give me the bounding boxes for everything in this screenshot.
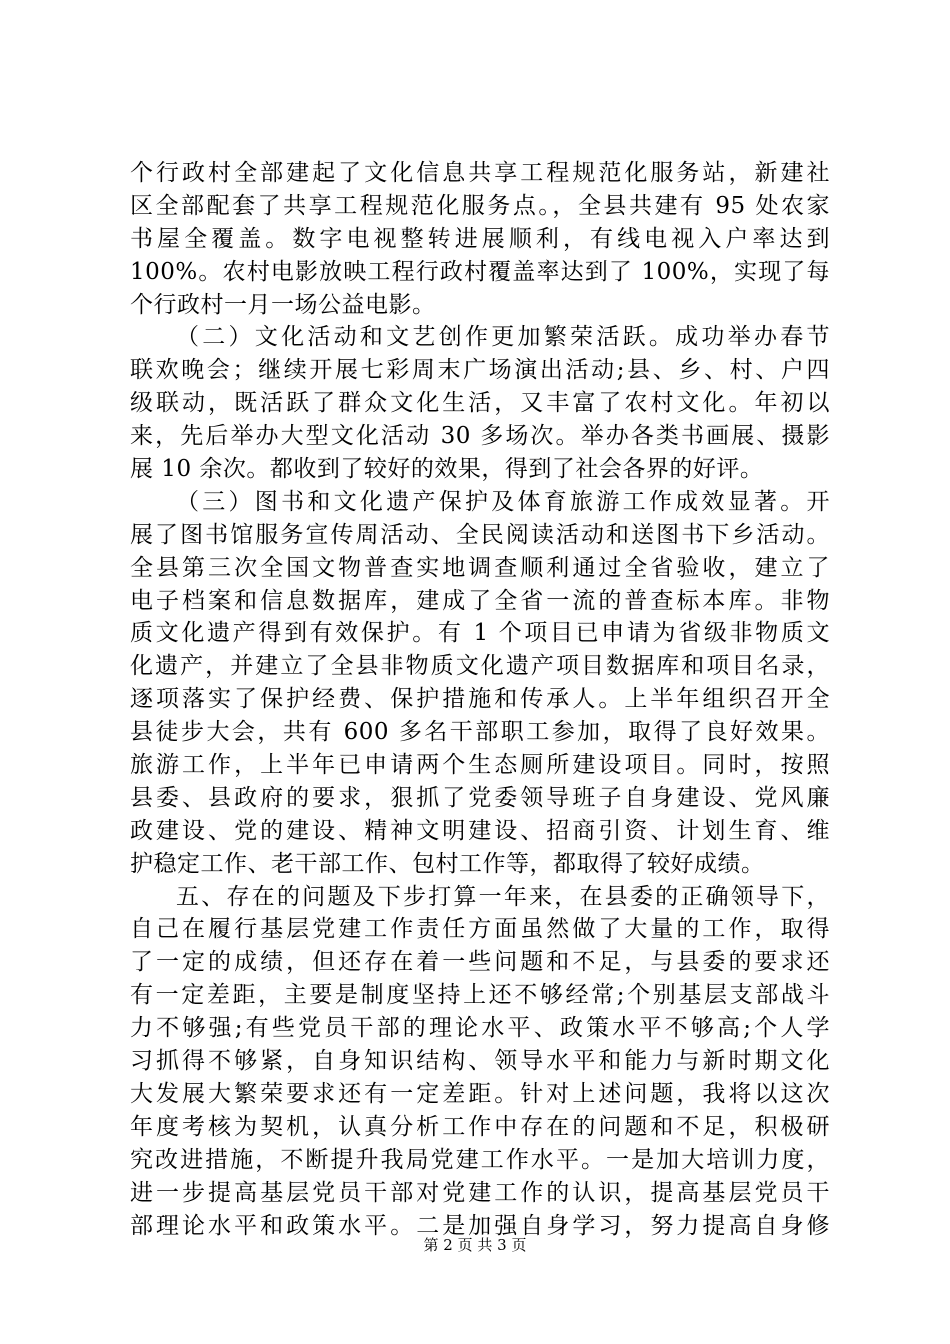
text-line: 政建设、党的建设、精神文明建设、招商引资、计划生育、维 xyxy=(130,817,830,844)
text-line: 逐项落实了保护经费、保护措施和传承人。上半年组织召开全 xyxy=(130,686,830,713)
text-line: 联欢晚会；继续开展七彩周末广场演出活动;县、乡、村、户四 xyxy=(130,357,830,384)
text-line: 来，先后举办大型文化活动 30 多场次。举办各类书画展、摄影 xyxy=(130,423,830,450)
text-line: 习抓得不够紧，自身知识结构、领导水平和能力与新时期文化 xyxy=(130,1048,830,1075)
text-line: 区全部配套了共享工程规范化服务点。，全县共建有 95 处农家 xyxy=(130,192,830,219)
text-line: 护稳定工作、老干部工作、包村工作等，都取得了较好成绩。 xyxy=(130,850,765,877)
text-line: 质文化遗产得到有效保护。有 1 个项目已申请为省级非物质文 xyxy=(130,620,830,647)
text-line: 展 10 余次。都收到了较好的效果，得到了社会各界的好评。 xyxy=(130,456,764,483)
text-line: 力不够强;有些党员干部的理论水平、政策水平不够高;个人学 xyxy=(130,1015,830,1042)
text-line: 有一定差距，主要是制度坚持上还不够经常;个别基层支部战斗 xyxy=(130,982,830,1009)
document-body xyxy=(130,157,830,1242)
text-line: 旅游工作，上半年已申请两个生态厕所建设项目。同时，按照 xyxy=(130,752,830,779)
page-number-label: 第 2 页 共 3 页 xyxy=(423,1236,527,1254)
paragraph xyxy=(130,881,830,1243)
text-line: 化遗产，并建立了全县非物质文化遗产项目数据库和项目名录， xyxy=(130,653,830,680)
text-line: 个行政村全部建起了文化信息共享工程规范化服务站，新建社 xyxy=(130,160,830,186)
text-line: 年度考核为契机，认真分析工作中存在的问题和不足，积极研 xyxy=(130,1113,830,1140)
text-line: 了一定的成绩，但还存在着一些问题和不足，与县委的要求还 xyxy=(130,949,830,976)
text-line: 县委、县政府的要求，狠抓了党委领导班子自身建设、党风廉 xyxy=(130,784,830,811)
paragraph xyxy=(130,157,830,321)
text-line: （二）文化活动和文艺创作更加繁荣活跃。成功举办春节 xyxy=(176,324,830,351)
text-line: 书屋全覆盖。数字电视整转进展顺利，有线电视入户率达到 xyxy=(130,225,830,252)
text-line: 县徒步大会，共有 600 多名干部职工参加，取得了良好效果。 xyxy=(130,719,830,746)
paragraph xyxy=(130,486,830,881)
text-line: 展了图书馆服务宣传周活动、全民阅读活动和送图书下乡活动。 xyxy=(130,521,830,548)
text-line: 究改进措施，不断提升我局党建工作水平。一是加大培训力度， xyxy=(130,1146,830,1173)
text-line: 全县第三次全国文物普查实地调查顺利通过全省验收，建立了 xyxy=(130,554,830,581)
paragraph xyxy=(130,321,830,485)
text-line: 自己在履行基层党建工作责任方面虽然做了大量的工作，取得 xyxy=(130,916,830,943)
text-line: 部理论水平和政策水平。二是加强自身学习，努力提高自身修 xyxy=(130,1212,830,1239)
text-line: 电子档案和信息数据库，建成了全省一流的普查标本库。非物 xyxy=(130,587,830,614)
text-line: （三）图书和文化遗产保护及体育旅游工作成效显著。开 xyxy=(176,488,830,515)
text-line: 大发展大繁荣要求还有一定差距。针对上述问题，我将以这次 xyxy=(130,1080,830,1107)
page-footer xyxy=(0,1235,950,1255)
text-line: 100%。农村电影放映工程行政村覆盖率达到了 100%，实现了每 xyxy=(130,258,830,285)
text-line: 级联动，既活跃了群众文化生活，又丰富了农村文化。年初以 xyxy=(130,390,830,417)
text-line: 个行政村一月一场公益电影。 xyxy=(130,291,436,318)
text-line: 进一步提高基层党员干部对党建工作的认识，提高基层党员干 xyxy=(130,1179,830,1206)
text-line: 五、存在的问题及下步打算一年来，在县委的正确领导下， xyxy=(176,883,830,910)
